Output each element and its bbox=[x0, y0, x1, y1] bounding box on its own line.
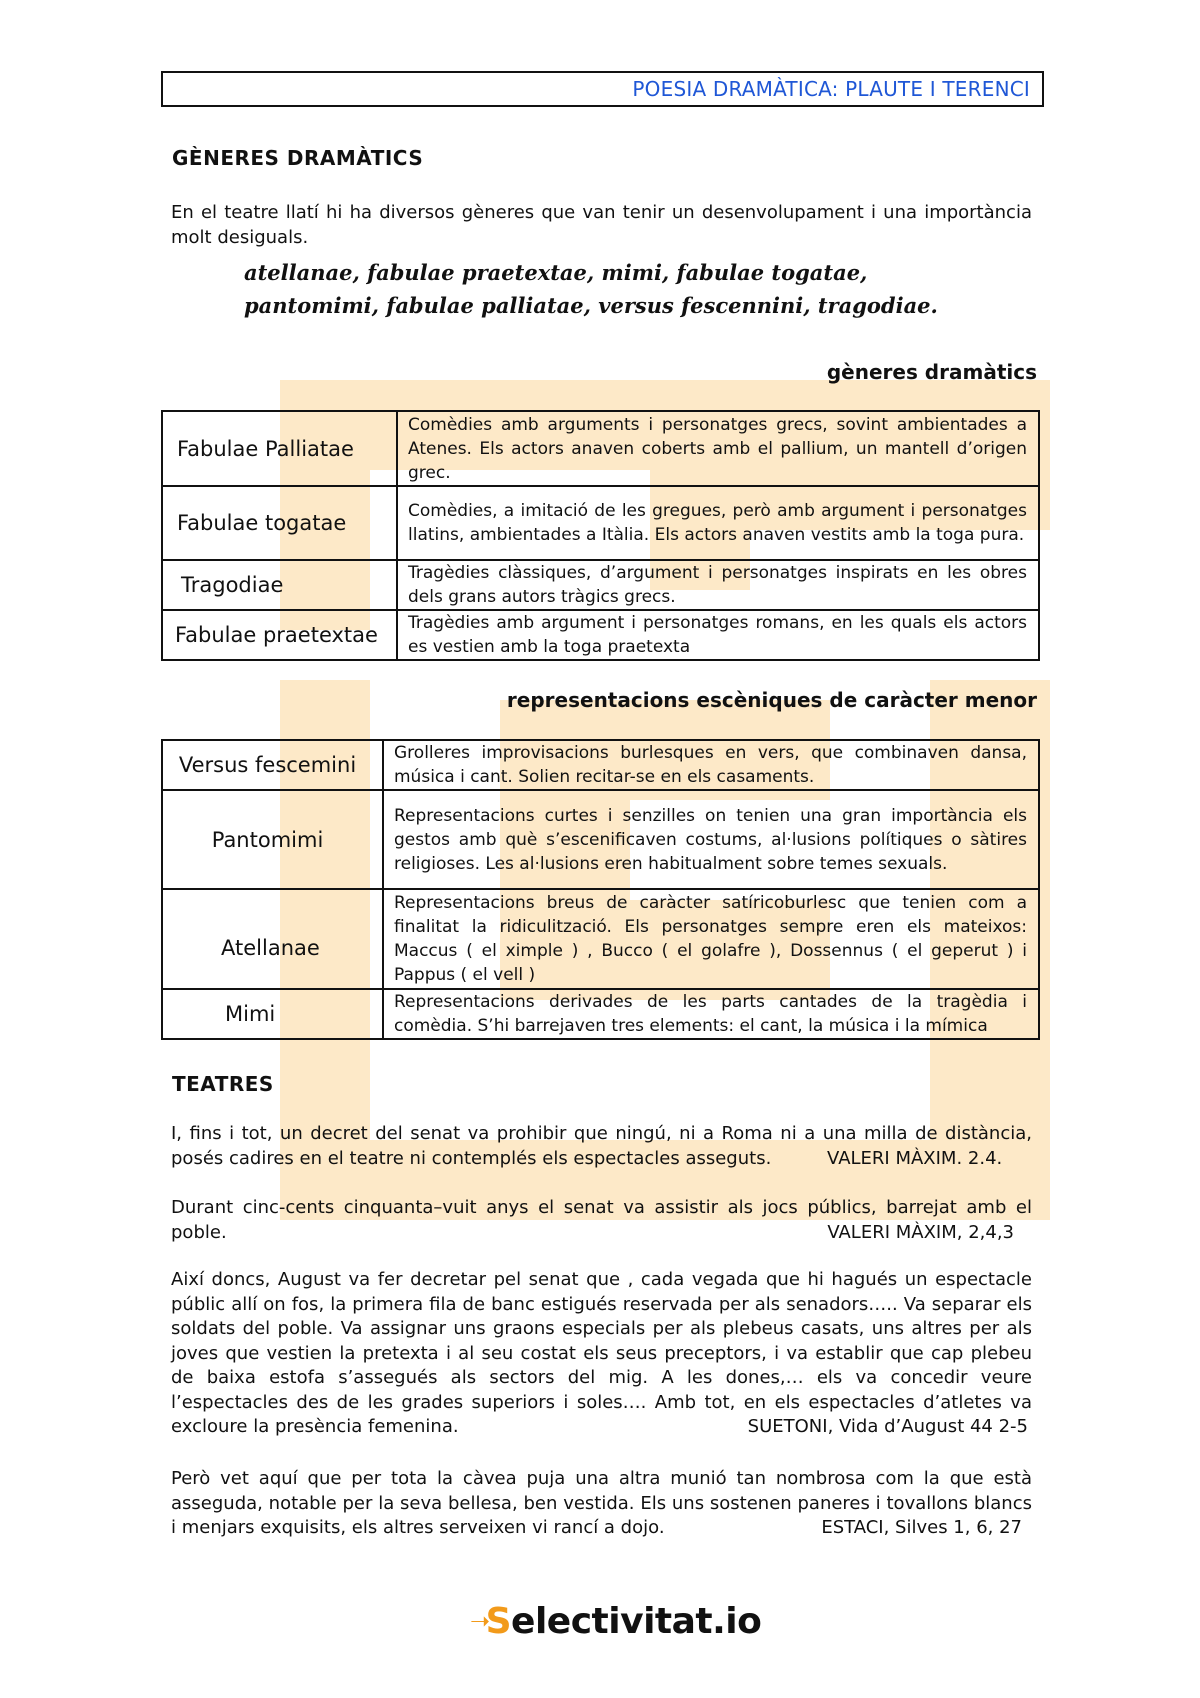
table-term: Mimi bbox=[162, 989, 383, 1039]
table-row bbox=[162, 889, 1039, 989]
quote-text: Així doncs, August va fer decretar pel senat que , cada vegada que hi hagués un espectacle públic allí on fos, la primera fila de banc estigués reservada per als senadors….. Va separar els soldats del poble. Va assignar uns graons especials per als plebeus casats, uns altres per als joves que vestien la pretexta i al seu costat els seus preceptors, i va establir que cap plebeu de baixa estofa s’assegués als sectors del mig. A les dones,… els va concedir veure l’espectacles des de les grades superiors i soles…. Amb tot, en els espectacles d’atletes va excloure la presència femenina. bbox=[171, 1269, 1032, 1437]
table-term: Pantomimi bbox=[162, 790, 383, 889]
quote-citation: VALERI MÀXIM, 2,4,3 bbox=[827, 1221, 1014, 1243]
genres-table bbox=[161, 410, 1040, 661]
table-desc: Tragèdies clàssiques, d’argument i personatges inspirats en les obres dels grans autors tràgics grecs. bbox=[397, 560, 1039, 610]
quote-citation: SUETONI, Vida d’August 44 2-5 bbox=[747, 1416, 1028, 1437]
table-row bbox=[162, 989, 1039, 1039]
logo-first-letter: S bbox=[485, 1601, 512, 1642]
table-desc: Grolleres improvisacions burlesques en vers, que combinaven dansa, música i cant. Solien recitar-se en els casaments. bbox=[383, 740, 1039, 790]
table-row bbox=[162, 486, 1039, 560]
logo-arrow-icon: ➝ bbox=[470, 1607, 490, 1635]
table-term: Fabulae Palliatae bbox=[162, 411, 397, 486]
quote-citation: ESTACI, Silves 1, 6, 27 bbox=[821, 1517, 1022, 1538]
genres-line-2: pantomimi, fabulae palliatae, versus fescennini, tragodiae. bbox=[244, 293, 938, 318]
table1-title: gèneres dramàtics bbox=[826, 360, 1037, 384]
table-term: Tragodiae bbox=[162, 560, 397, 610]
table-row bbox=[162, 740, 1039, 790]
intro-paragraph: En el teatre llatí hi ha diversos gèneres que van tenir un desenvolupament i una importància molt desiguals. bbox=[171, 202, 1032, 248]
genres-line-1: atellanae, fabulae praetextae, mimi, fabulae togatae, bbox=[244, 260, 868, 285]
page-title: POESIA DRAMÀTICA: PLAUTE I TERENCI bbox=[632, 77, 1030, 101]
table-term: Fabulae praetextae bbox=[162, 610, 397, 660]
selectivitat-logo bbox=[470, 1600, 762, 1644]
quote-paragraph bbox=[171, 1122, 1032, 1171]
table-term: Atellanae bbox=[162, 889, 383, 989]
logo-text: electivitat.io bbox=[511, 1601, 762, 1642]
table-term: Versus fescemini bbox=[162, 740, 383, 790]
quote-text: Però vet aquí que per tota la càvea puja una altra munió tan nombrosa com la que està asseguda, notable per la seva bellesa, ben vestida. Els uns sostenen paneres i tovallons blancs i menjars exquisits, els altres serveixen vi rancí a dojo. bbox=[171, 1468, 1032, 1538]
table-row bbox=[162, 610, 1039, 660]
minor-representations-table bbox=[161, 739, 1040, 1040]
quote-paragraph bbox=[171, 1467, 1032, 1541]
table-desc: Tragèdies amb argument i personatges romans, en les quals els actors es vestien amb la toga praetexta bbox=[397, 610, 1039, 660]
table-desc: Representacions derivades de les parts cantades de la tragèdia i comèdia. S’hi barrejaven tres elements: el cant, la música i la mímica bbox=[383, 989, 1039, 1039]
quote-text: I, fins i tot, un decret del senat va prohibir que ningú, ni a Roma ni a una milla de distància, posés cadires en el teatre ni contemplés els espectacles asseguts. bbox=[171, 1123, 1032, 1169]
quote-text: Durant cinc-cents cinquanta–vuit anys el senat va assistir als jocs públics, barrejat amb el poble. bbox=[171, 1197, 1032, 1243]
quote-paragraph bbox=[171, 1196, 1032, 1245]
table-desc: Representacions breus de caràcter satíricoburlesc que tenien com a finalitat la ridiculització. Els personatges sempre eren els mateixos: Maccus ( el ximple ) , Bucco ( el golafre ), Dossennus ( el geperut ) i Pappus ( el vell ) bbox=[383, 889, 1039, 989]
table2-title: representacions escèniques de caràcter menor bbox=[506, 688, 1037, 712]
table-term: Fabulae togatae bbox=[162, 486, 397, 560]
table-desc: Comèdies, a imitació de les gregues, però amb argument i personatges llatins, ambientades a Itàlia. Els actors anaven vestits amb la toga pura. bbox=[397, 486, 1039, 560]
section-heading-generes: GÈNERES DRAMÀTICS bbox=[172, 146, 424, 170]
table-row bbox=[162, 411, 1039, 486]
genres-list bbox=[244, 256, 1024, 322]
table-row bbox=[162, 790, 1039, 889]
table-desc: Comèdies amb arguments i personatges grecs, sovint ambientades a Atenes. Els actors anaven coberts amb el pallium, un mantell d’origen grec. bbox=[397, 411, 1039, 486]
table-row bbox=[162, 560, 1039, 610]
section-heading-teatres: TEATRES bbox=[172, 1072, 274, 1096]
quote-paragraph bbox=[171, 1268, 1032, 1440]
quote-citation: VALERI MÀXIM. 2.4. bbox=[827, 1147, 1003, 1169]
header-box bbox=[161, 71, 1044, 107]
table-desc: Representacions curtes i senzilles on tenien una gran importància els gestos amb què s’escenificaven costums, al·lusions polítiques o sàtires religioses. Les al·lusions eren habitualment sobre temes sexuals. bbox=[383, 790, 1039, 889]
